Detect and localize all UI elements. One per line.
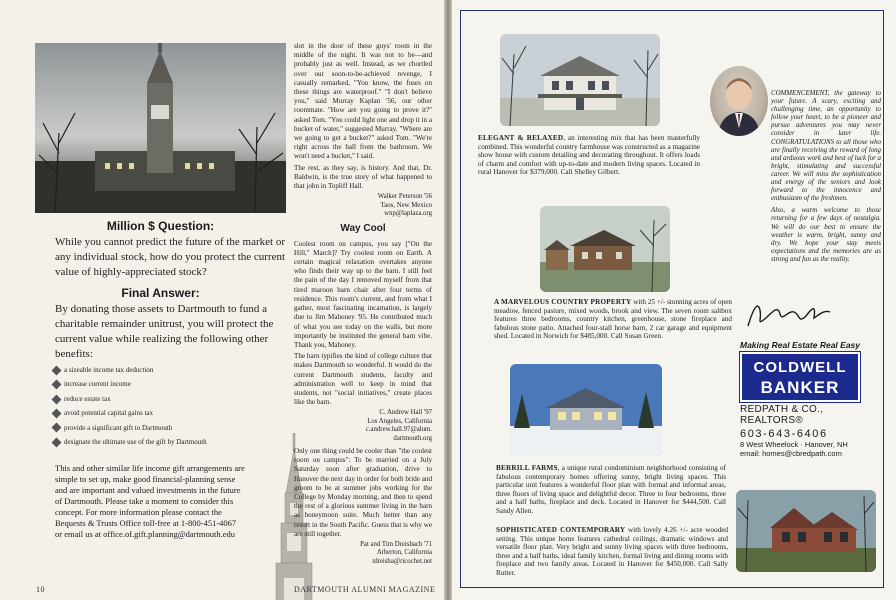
office-email: email: homes@cbredpath.com [740, 449, 842, 458]
question-heading: Million $ Question: [106, 219, 215, 233]
baker-tower-photo [35, 43, 286, 213]
listing-4: SOPHISTICATED CONTEMPORARY with lovely 4.26 +/- acre wooded setting. This unique home features cathedral ceilings, dramatic windows and versatile floor plan. Very bright and sunny living spaces with three bedrooms, three and a half baths, ideal family kitchen, formal living and dining rooms with fireplace and two family areas. Located in Hanover for $450,000. Call Sally Rutter. [496, 526, 728, 577]
right-page [452, 0, 896, 600]
diamond-bullet-icon [52, 380, 62, 390]
office-info [740, 404, 870, 458]
page-gutter [444, 0, 452, 600]
left-page [0, 0, 444, 600]
closing-text: This and other similar life income gift arrangements are simple to set up, make good financial-planning sense and are important and valued investments in the future of Dartmouth. Please take a moment to consider this concept. For more information please contact the Bequests & Trusts Office toll-free at 1-800-451-4067 or email us at office.of.gift.planning@dartmouth.edu [55, 463, 245, 539]
diamond-bullet-icon [52, 408, 62, 418]
commencement-intro: COMMENCEMENT, the gateway to your future. A scary, exciting and challenging time, an opportunity to follow your heart, to be a pioneer and pursue adventures you may never consider in later life. CONGRATULATIONS to all those who are finally receiving the reward of long and arduous work and best of luck for a bright, stimulating and successful career. We will miss the sophistication and energy of the seniors and look forward to the innocence and enthusiasm of the freshmen. Also, a warm welcome to those returning for a few days of nostalgia. We will do our best to ensure the weather is warm, bright, sunny and dry. We hope your stay meets expectations and the memories are as strong and fun as the reality. [771, 90, 881, 263]
diamond-bullet-icon [52, 437, 62, 447]
diamond-bullet-icon [52, 423, 62, 433]
agent-signature [744, 296, 834, 332]
office-phone: 603-643-6406 [740, 428, 828, 440]
diamond-bullet-icon [52, 394, 62, 404]
letter-signature: C. Andrew Hall '97 Los Angeles, California c.andrew.hall.97@alum. dartmouth.org [365, 409, 432, 442]
condominium-photo [510, 364, 662, 456]
letter-signature: Pat and Tim Dreisbach '71 Atherton, California tdreisba@ricochet.net [360, 540, 432, 565]
question-text: While you cannot predict the future of the market or any individual stock, how do you protect the current value of highly-appreciated stock? [55, 236, 286, 278]
farmhouse-photo [500, 34, 660, 126]
tower-illustration [35, 43, 286, 213]
letter-text: Coolest room on campus, you say ["On the Hill," March]? Try coolest room on Earth. A certain magical relaxation overtakes anyone who finds their way up to the barn. I still feel the pain of the day I removed myself from that tired maroon barn chair after four terms of residence. This room's current, and from what I gather, most fascinating incarnation, is largely due to Jim Mahoney '95. He contributed much of what you see today on the walls, but more importantly he instituted the general barn vibe. Thank you, Mahoney. [294, 239, 432, 349]
letters-column [294, 42, 432, 570]
answer-text: By donating those assets to Dartmouth to fund a charitable remainder unitrust, you will protect the current value while realizing the following other benefits: [55, 303, 274, 360]
agent-headshot [710, 66, 768, 136]
letter-text: The rest, as they say, is history. And that, Dr. Baldwin, is the true story of what happened to that john in Topliff Hall. [294, 163, 432, 191]
answer-heading: Final Answer: [121, 286, 200, 300]
office-name: REDPATH & CO., REALTORS® [740, 404, 824, 426]
saltbox-photo [540, 206, 670, 292]
office-address: 8 West Wheelock · Hanover, NH [740, 440, 848, 449]
listing-3: BERRILL FARMS, a unique rural condominium neighborhood consisting of fabulous contemporary homes offering sunny, bright living spaces. This particular unit features a wonderful floor plan with formal and informal areas, three floors of living space and delightful decor. Three to four bedrooms, three and a half baths, fireplace and deck. Located in Hanover for $444,500. Call Sandy Allen. [496, 464, 727, 515]
letter-text: The barn typifies the kind of college culture that makes Dartmouth so wonderful. It would do the current Dartmouth students, faculty and administration well to keep in mind that students, not "social initiatives," create places like the barn. [294, 352, 432, 407]
tagline: Making Real Estate Real Easy [740, 340, 861, 350]
list-item: provide a significant gift to Dartmouth [53, 421, 253, 435]
letter-text: slot in the door of these guys' room in the middle of the night. It was not to be—and probably just as well. Instead, as we chortled over our soon-to-be-achieved revenge, I casually remarked, "You know, the fuses on these things are waterproof." "I don't believe you," said Murray Kaplan '56, our other roommate. "How are you going to prove it?" asked Tom. "You could light one and drop it in a bucket of water," suggested Murray. "Where are we going to get a bucket?" asked Tom. "We're right across the hall from the bathroom. We won't need a bucket," I said. [294, 42, 432, 161]
list-item: designate the ultimate use of the gift by Dartmouth [53, 435, 253, 449]
letter-signature: Walker Peterson '56 Taos, New Mexico wnp@laplaza.org [377, 193, 432, 218]
contemporary-home-photo [736, 490, 876, 572]
magazine-name: DARTMOUTH ALUMNI MAGAZINE [294, 585, 436, 594]
listing-1: ELEGANT & RELAXED, an interesting mix that has been masterfully combined. This wonderful country farmhouse was constructed as a magazine show house with custom detailing and decorating throughout. It offers loads of charm and comfort with up-to-date and modern living spaces. Located in rural Hanover for $379,000. Call Shelley Gilbert. [478, 134, 700, 177]
list-item: a sizeable income tax deduction [53, 363, 253, 377]
section-heading: Way Cool [340, 223, 386, 235]
page-number: 10 [36, 585, 45, 594]
list-item: avoid potential capital gains tax [53, 406, 253, 420]
diamond-bullet-icon [52, 365, 62, 375]
coldwell-banker-logo: COLDWELL BANKER [740, 352, 860, 402]
benefits-list [53, 363, 253, 449]
listing-2: A MARVELOUS COUNTRY PROPERTY with 25 +/- stunning acres of open meadow, fenced pasture, mixed woods, brook and view. The seven room saltbox features three bedrooms, country kitchen, greenhouse, stone fireplace and fabulous stone patio. Attached four-stall horse barn, 2 car garage and equipment shed. Located in Norwich for $485,000. Call Susan Green. [494, 298, 732, 341]
list-item: reduce estate tax [53, 392, 253, 406]
letter-text: Only one thing could be cooler than "the coolest room on campus": To be married on a July Saturday soon after graduation, drive to Hanover the next day in order for both bride and groom to be at summer jobs working for the College by Monday morning, and then to spend the rest of a glorious summer living in the barn as honeymoon suite. Much better than any resort in the South Pacific. Guess that is why we are still together. [294, 446, 432, 538]
gift-planning-ad [35, 43, 286, 591]
list-item: increase current income [53, 377, 253, 391]
